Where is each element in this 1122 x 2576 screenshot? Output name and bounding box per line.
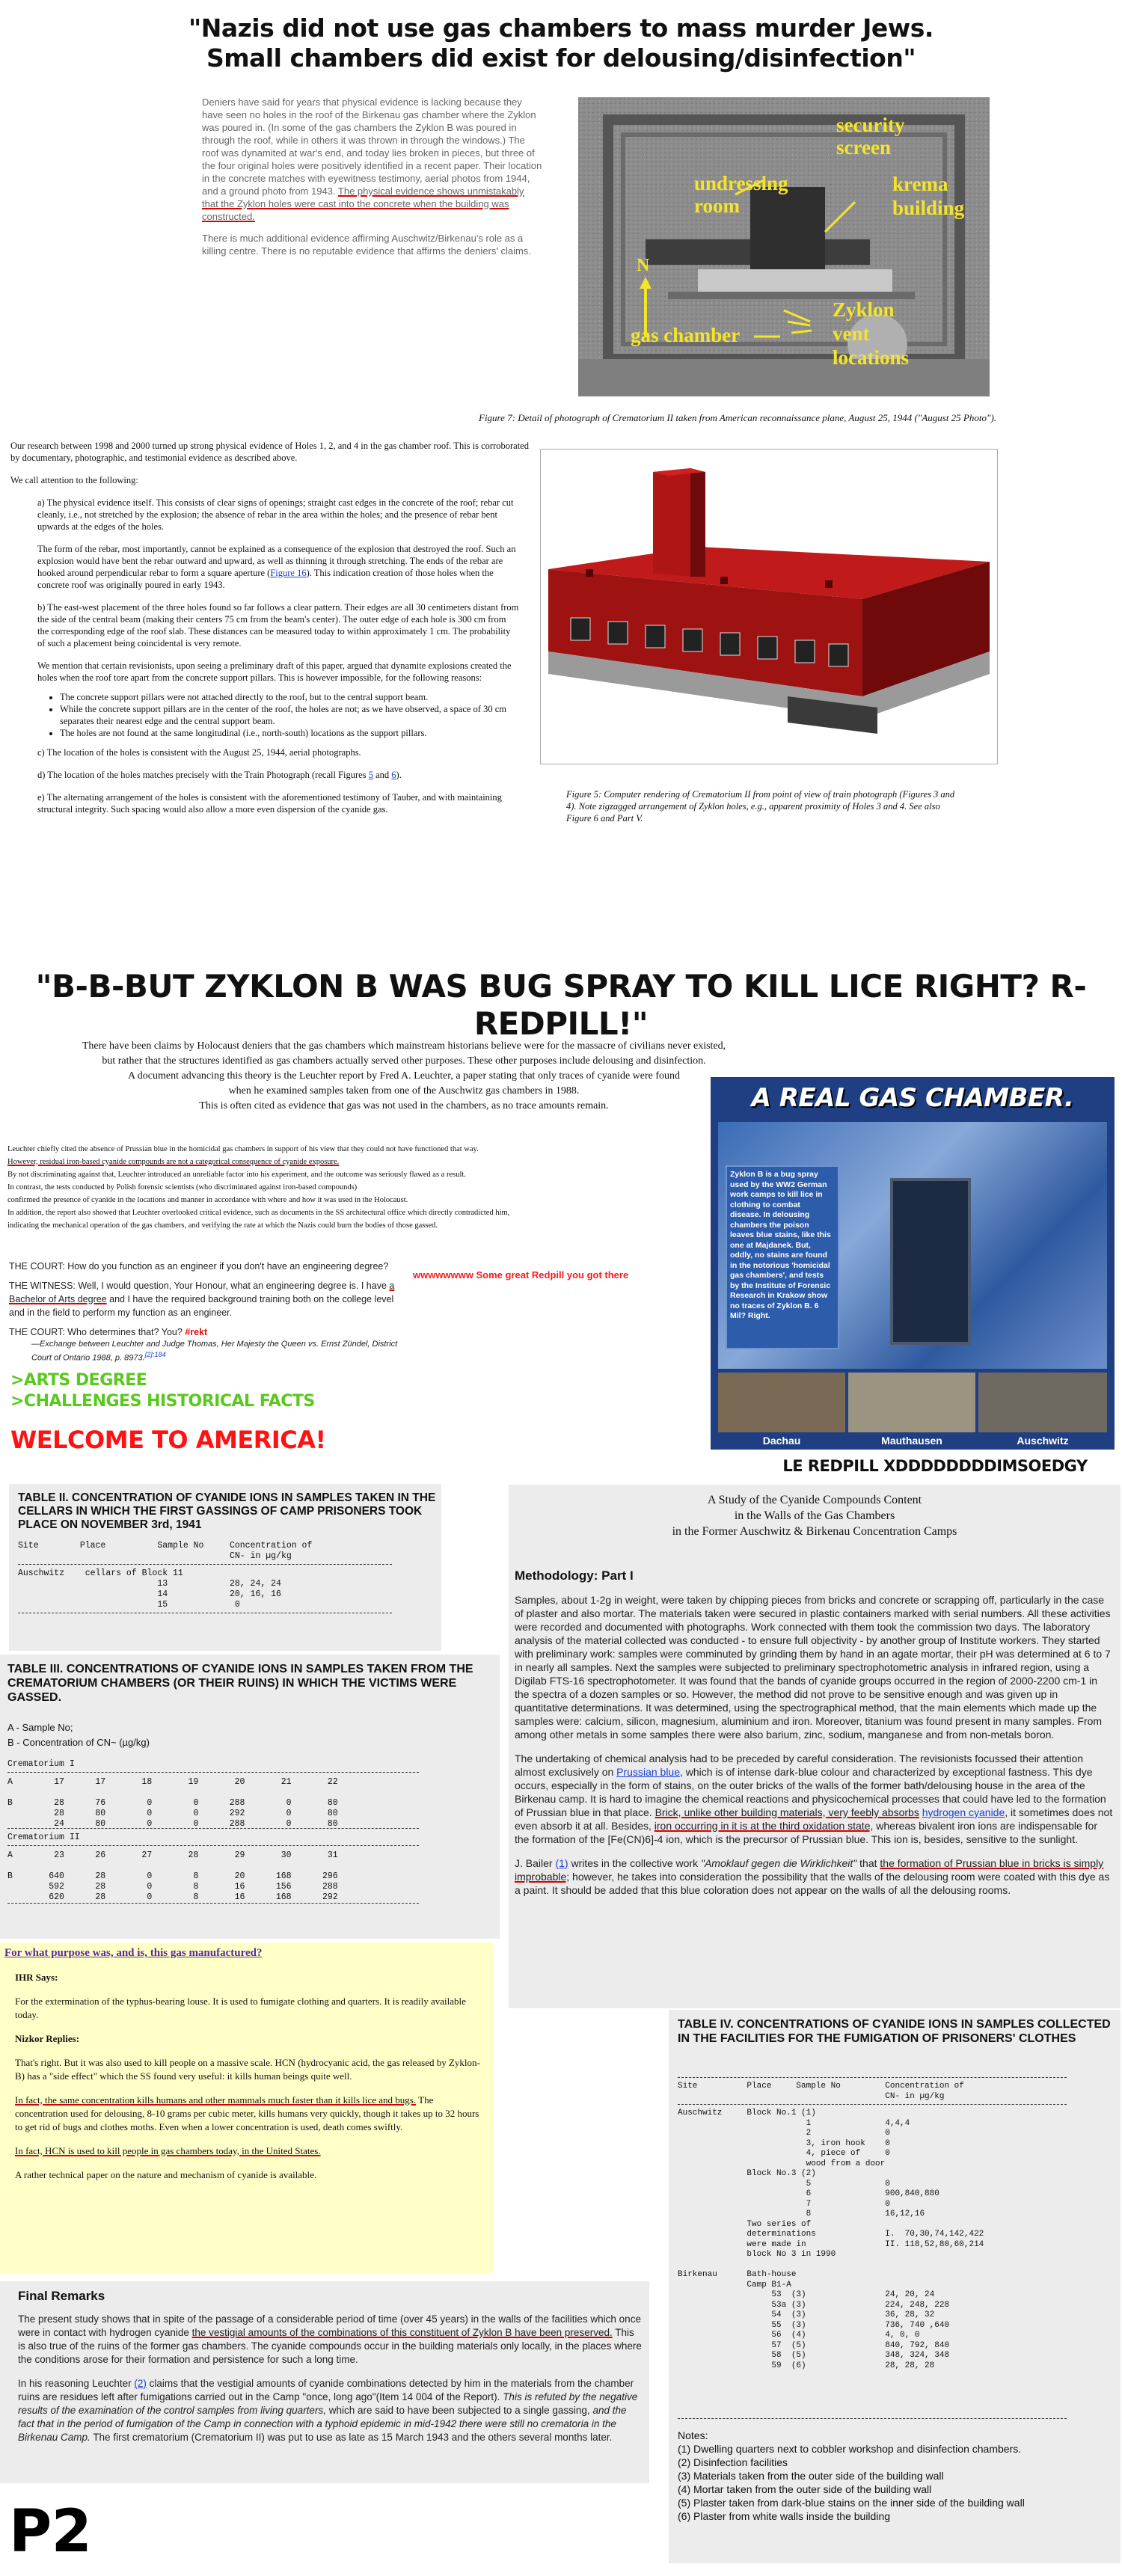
methodology-panel — [509, 1485, 1121, 2008]
aerial-label-zyklon: Zyklon — [833, 298, 895, 321]
table-2-header: Site Place Sample No Concentration of CN- in µg/kg — [18, 1541, 313, 1561]
study-title-l3: in the Former Auschwitz & Birkenau Concentration Camps — [672, 1525, 957, 1538]
research-d: d) The location of the holes matches precisely with the Train Photograph (recall Figures 5 and 6). — [37, 770, 402, 780]
research-form: The form of the rebar, most importantly, cannot be explained as a consequence of the explosion that destroyed the roof. Such an explosion would have bent the rebar outward and upward, as well as thinning it through stretching. The ends of the rebar are hooked around perpendicular rebar to form a square aperture (Figure 16). This indication creation of those holes when the concrete roof was originally poured in early 1943. — [37, 544, 516, 590]
research-bullets — [37, 691, 519, 739]
table-3-crem1-label: Crematorium I — [7, 1759, 75, 1769]
aerial-label-building: building — [892, 197, 965, 219]
nizkor-replies: Nizkor Replies: — [15, 2033, 80, 2044]
list-item: (5) Plaster taken from dark-blue stains on the inner side of the building wall — [678, 2497, 1025, 2509]
aerial-label-screen: screen — [836, 136, 891, 159]
table-3-crem2: A 23 26 27 28 29 30 31 B 640 28 0 8 20 168 296 592 28 0 8 16 156 288 620 28 0 8 16 168 292 — [7, 1850, 338, 1902]
table-3-crem1: A 17 17 18 19 20 21 22 B 28 76 0 0 288 0 80 28 80 0 0 292 0 80 24 80 0 0 288 0 80 — [7, 1777, 338, 1829]
top-headline-line2: Small chambers did exist for delousing/disinfection" — [206, 43, 916, 73]
nizkor-p4: A rather technical paper on the nature and mechanism of cyanide is available. — [15, 2169, 317, 2180]
purpose-panel — [0, 1942, 494, 2273]
table-3-legend-a: A - Sample No; — [7, 1722, 73, 1733]
nizkor-p1: That's right. But it was also used to kill people on a massive scale. HCN (hydrocyanic acid, the gas released by Zyklon-B) has a "side effect" which the SS found very useful: it kills human beings quite well. — [15, 2057, 480, 2082]
claims-l2: but rather that the structures identified as gas chambers actually served other purposes. These other purposes include delousing and disinfection. — [102, 1055, 706, 1067]
thumb-auschwitz-label: Auschwitz — [1017, 1435, 1069, 1447]
research-a: a) The physical evidence itself. This consists of clear signs of openings; straight cast edges in the concrete of the roof; rebar cut cleanly, i.e., not stretched by the explosion; the absence of rebar in the area within the holes; and the presence of rebar bent upwards at the edges of the holes. — [37, 497, 514, 532]
crematorium-render-graphic — [541, 450, 997, 764]
methodology-p1: Samples, about 1-2g in weight, were taken by chipping pieces from bricks and concrete or scrapping off, particularly in the case of plaster and also mortar. The materials taken were secured in plastic containers marked with serial numbers. All these activities were recorded and documented with photographs. Work connected with them took the commission two days. The laboratory analysis of the material collected was conducted - to ensure full objectivity - by another group of Institute workers. They started with preliminary work: samples were comminuted by grinding them by hand in an agate mortar, their pH was determined at 6 to 7 in nearly all samples. Next the samples were subjected to preliminary spectrophotometric analysis in infrared region, using a Digilab FTS-16 spectrophotometer. It was found that the bands of cyanide groups occurred in the region of 2000-2200 cm-1 in the spectra of a dozen samples or so. However, the method did not prove to be sensitive enough and was given up in quantitative determinations. It was determined, using the spectrographical method, that the main elements which made up the samples were: calcium, silicon, magnesium, aluminium and iron. Moreover, titanium was found present in many samples. From among other metals in some samples there were also barium, zinc, sodium, manganese and from non-metals boron. — [515, 1594, 1111, 1741]
research-p2: We call attention to the following: — [10, 475, 138, 485]
aerial-label-room: room — [694, 194, 740, 217]
hydrogen-cyanide-link[interactable]: hydrogen cyanide — [922, 1806, 1005, 1818]
final-p1: The present study shows that in spite of the passage of a considerable period of time (over 45 years) in the walls of the facilities which once were in contact with hydrogen cyanide the vestigial amounts of the combinations of this constituent of Zyklon B have been preserved. This is also true of the ruins of the former gas chambers. The cyanide compounds occur in the building materials only locally, in the places where the conditions arose for their formation and persistence for such a long time. — [18, 2313, 642, 2365]
ref-1-link[interactable]: (1) — [555, 1857, 568, 1869]
list-item: (4) Mortar taken from the outer side of the building wall — [678, 2483, 932, 2495]
table-2-rows: Auschwitz cellars of Block 11 13 28, 24, 24 14 20, 16, 16 15 0 — [18, 1568, 281, 1610]
poster-title: A REAL GAS CHAMBER. — [751, 1083, 1074, 1113]
render-caption: Figure 5: Computer rendering of Crematorium II from point of view of train photograph (Figures 3 and 4). Note zigzagged arrangement of Zyklon holes, e.g., apparent proximity of Holes 3 and 4. See also Figure 6 and Part V. — [566, 789, 955, 824]
table-4-title: TABLE IV. CONCENTRATIONS OF CYANIDE IONS IN SAMPLES COLLECTED IN THE FACILITIES FOR THE FUMIGATION OF PRISONERS' CLOTHES — [678, 2018, 1111, 2045]
court-exchange — [9, 1260, 405, 1364]
claims-l4: when he examined samples taken from one of the Auschwitz gas chambers in 1988. — [228, 1085, 580, 1097]
final-heading: Final Remarks — [18, 2289, 105, 2303]
poster-text: Zyklon B is a bug spray used by the WW2 German work camps to kill lice in clothing to combat disease. In delousing chambers the poison leaves blue stains, like this one at Majdanek. But, oddly, no stains are found in the notorious 'homicidal gas chambers', and tests by the Institute of Forensic Research in Krakow show no traces of Zyklon B. 6 Mil? Right. — [730, 1170, 831, 1320]
table-2-title: TABLE II. CONCENTRATION OF CYANIDE IONS IN SAMPLES TAKEN IN THE CELLARS IN WHICH THE FIRST GASSINGS OF CAMP PRISONERS TOOK PLACE ON NOVEMBER 3rd, 1941 — [18, 1491, 436, 1531]
research-section — [10, 440, 534, 815]
table-3-title: TABLE III. CONCENTRATIONS OF CYANIDE IONS IN SAMPLES TAKEN FROM THE CREMATORIUM CHAMBERS (OR THEIR RUINS) IN WHICH THE VICTIMS WERE GASSED. — [7, 1663, 473, 1704]
aerial-label-security: security — [836, 114, 905, 136]
aerial-photo — [578, 97, 990, 396]
court-q1: THE COURT: How do you function as an engineer if you don't have an engineering degree? — [9, 1261, 389, 1272]
leuchter-quote — [7, 1143, 703, 1232]
gas-chamber-poster — [711, 1077, 1115, 1450]
figure-16-link[interactable]: Figure 16 — [270, 568, 307, 578]
intro-p1-a: Deniers have said for years that physical evidence is lacking because they have seen no holes in the roof of the Birkenau gas chamber where the Zyklon was poured in. (In some of the gas chambers the Zyklon B was poured in through the roof, while in others it was thrown in through the windows.) The roof was dynamited at war's end, and today lies broken in pieces, but three of the four original holes were positively identified in a recent paper. Their location in the concrete matches with eyewitness testimony, aerial photos from 1944, and a ground photo from 1943. — [202, 96, 542, 197]
aerial-label-undressing: undressing — [694, 172, 788, 194]
green-text-2: >CHALLENGES HISTORICAL FACTS — [10, 1392, 315, 1411]
aerial-photo-caption: Figure 7: Detail of photograph of Crematorium II taken from American reconnaissance plane, August 25, 1944 ("August 25 Photo"). — [479, 412, 997, 423]
intro-p2: There is much additional evidence affirming Auschwitz/Birkenau's role as a killing centre. There is no reputable evidence that affirms the deniers' claims. — [202, 233, 531, 257]
aerial-label-gas-chamber: gas chamber — [631, 324, 741, 346]
study-title-l2: in the Walls of the Gas Chambers — [734, 1509, 895, 1522]
leuchter-l3: By not discriminating against that, Leuchter introduced an unreliable factor into his experiment, and the outcome was seriously flawed as a result. — [7, 1171, 466, 1179]
table-4-rows: Auschwitz Block No.1 (1) 1 4,4,4 2 0 3, iron hook 0 4, piece of 0 wood from a door Block No.3 (2) 5 0 6 900,840,880 7 0 8 16,12,16 Two series of determinations I. 70,30,74,142,422 were made in II. 118,52,80,60,214 block No 3 in 1990 Birkenau Bath-house Camp B1-A 53 (3) 24, 20, 24 53a (3) 224, 248, 228 54 (3) 36, 28, 32 55 (3) 736, 740 ,640 56 (4) 4, 0, 0 57 (5) 840, 792, 840 58 (5) 348, 324, 348 59 (6) 28, 28, 28 — [678, 2109, 984, 2370]
list-item: (2) Disinfection facilities — [678, 2456, 788, 2468]
table-3 — [0, 1655, 500, 1939]
aerial-label-krema: krema — [892, 173, 948, 195]
table-3-legend-b: B - Concentration of CN~ (µg/kg) — [7, 1737, 150, 1748]
leuchter-l5: confirmed the presence of cyanide in the locations and manner in accordance with where and how it was used in the Holocaust. — [7, 1196, 408, 1204]
crematorium-render — [540, 449, 998, 764]
research-mention: We mention that certain revisionists, upon seeing a preliminary draft of this paper, argued that dynamite explosions created the holes when the roof tore apart from the concrete support pillars. This is however impossible, for the following reasons: — [37, 660, 512, 683]
figure-5-link[interactable]: 5 — [368, 770, 373, 780]
list-item: • The concrete support pillars were not attached directly to the roof, but to the central support beam. — [60, 691, 519, 703]
nizkor-p3: In fact, HCN is used to kill people in gas chambers today, in the United States. — [15, 2145, 321, 2156]
leuchter-l6: In addition, the report also showed that Leuchter overlooked critical evidence, such as documents in the SS architectural office which directly contradicted him, — [7, 1209, 510, 1217]
welcome-text: WELCOME TO AMERICA! — [10, 1426, 326, 1454]
study-title-l1: A Study of the Cyanide Compounds Content — [707, 1494, 922, 1506]
figure-6-link[interactable]: 6 — [391, 770, 396, 780]
ref-2-link[interactable]: (2) — [134, 2378, 147, 2389]
list-item: (3) Materials taken from the outer side of the building wall — [678, 2470, 944, 2482]
list-item: (6) Plaster from white walls inside the building — [678, 2510, 891, 2522]
thumb-dachau-label: Dachau — [762, 1435, 801, 1447]
research-b: b) The east-west placement of the three holes found so far follows a clear pattern. Their edges are all 30 centimeters distant from the side of the central beam (making their centers 75 cm from the beam's center). The outer edge of each hole is 300 cm from the corresponding edge of the roof slab. These distances can be measured today to within approximately 1 cm. The probability of such a placement being coincidental is very remote. — [37, 602, 519, 648]
thumb-mauthausen-label: Mauthausen — [881, 1435, 942, 1447]
final-p2: In his reasoning Leuchter (2) claims that the vestigial amounts of cyanide combinations detected by him in the materials from the chamber ruins are residues left after fumigations carried out in the Camp "once, long ago"(Item 14 004 of the Report). This is refuted by the negative results of the examination of the control samples from living quarters, which are said to have been subjected to a single gassing, and the fact that in the period of fumigation of the Camp in connection with a typhoid epidemic in mid-1942 there were still no crematoria in the Birkenau Camp. The first crematorium (Crematorium II) was put to use as late as 15 March 1943 and the others several months later. — [18, 2378, 638, 2443]
leuchter-l4: In contrast, the tests conducted by Polish forensic scientists (who discriminated against iron-based compounds) — [7, 1183, 358, 1192]
leuchter-l1: Leuchter chiefly cited the absence of Prussian blue in the homicidal gas chambers in support of his view that they could not have functioned that way. — [7, 1145, 479, 1153]
court-a1: THE WITNESS: Well, I would question, Your Honour, what an engineering degree is. I have a Bachelor of Arts degree and I have the required background training both on the college level and in the field to perform my function as an engineer. — [9, 1281, 395, 1318]
leuchter-l7: indicating the mechanical operation of the gas chambers, and verifying the rate at which the Nazis could burn the bodies of those gassed. — [7, 1221, 438, 1230]
research-e: e) The alternating arrangement of the holes is consistent with the aforementioned testimony of Tauber, and with maintaining structural integrity. Such spacing would also allow a more even dispersion of the cyanide gas. — [37, 792, 502, 815]
top-headline — [0, 13, 1122, 73]
page-label: P2 — [9, 2498, 92, 2566]
big-headline: "B-B-BUT ZYKLON B WAS BUG SPRAY TO KILL LICE RIGHT? R-REDPILL!" — [35, 968, 1087, 1042]
table-4-header: Site Place Sample No Concentration of CN- in µg/kg — [678, 2082, 964, 2101]
top-headline-line1: "Nazis did not use gas chambers to mass murder Jews. — [188, 13, 934, 43]
redpill-comment: wwwwwwww Some great Redpill you got there — [413, 1269, 629, 1281]
claims-text — [15, 1039, 793, 1114]
purpose-question: For what purpose was, and is, this gas manufactured? — [4, 1947, 263, 1959]
ihr-says: IHR Says: — [15, 1972, 58, 1983]
list-item: (1) Dwelling quarters next to cobbler workshop and disinfection chambers. — [678, 2443, 1022, 2455]
nizkor-p2: In fact, the same concentration kills humans and other mammals much faster than it kills lice and bugs. The concentration used for delousing, 8-10 grams per cubic meter, kills humans very quickly, though it takes up to 32 hours to get rid of bugs and clothes moths. Even when a lower concentration is used, death comes swiftly. — [15, 2094, 479, 2132]
methodology-p3: J. Bailer (1) writes in the collective work "Amoklauf gegen die Wirklichkeit" that the formation of Prussian blue in bricks is simply improbable; however, he takes into consideration the possibility that the walls of the delousing room were coated with this dye as a paint. It should be added that this blue coloration does not appear on the walls of all the delousing rooms. — [515, 1857, 1110, 1896]
aerial-label-vent: vent — [833, 322, 870, 345]
claims-l5: This is often cited as evidence that gas was not used in the chambers, as no trace amounts remain. — [199, 1100, 609, 1111]
aerial-label-north: N — [637, 256, 650, 275]
aerial-photo-graphic — [578, 97, 990, 396]
rekt-tag: #rekt — [185, 1327, 208, 1337]
court-q2: THE COURT: Who determines that? You? #rekt — [9, 1327, 208, 1337]
claims-l1: There have been claims by Holocaust deniers that the gas chambers which mainstream historians believe were for the massacre of civilians never existed, — [82, 1040, 726, 1052]
leuchter-l2: However, residual iron-based cyanide compounds are not a categorical consequence of cyanide exposure. — [7, 1158, 340, 1166]
list-item: • The holes are not found at the same longitudinal (i.e., north-south) locations as the support pillars. — [60, 727, 519, 739]
green-text-1: >ARTS DEGREE — [10, 1371, 147, 1390]
le-redpill-text: LE REDPILL XDDDDDDDDIMSOEDGY — [782, 1457, 1088, 1475]
list-item: • While the concrete support pillars are in the center of the roof, the holes are not; as we have observed, a space of 30 cm separates their nearest edge and the central support beam. — [60, 703, 519, 727]
table-4 — [669, 2010, 1121, 2563]
final-remarks — [0, 2281, 649, 2483]
methodology-p2: The undertaking of chemical analysis had to be preceded by careful consideration. The revisionists focussed their attention almost exclusively on Prussian blue, which is of intense dark-blue colour and characterized by exceptional fastness. This dye occurs, especially in the form of stains, on the outer bricks of the walls of the former bath/delousing house in the area of the Birkenau camp. It is hard to imagine the chemical reactions and physicochemical processes that could have led to the formation of Prussian blue in that place. Brick, unlike other building materials, very feebly absorbs hydrogen cyanide, it sometimes does not even absorb it at all. Besides, iron occurring in it is at the third oxidation state, whereas bivalent iron ions are indispensable for the formation of the [Fe(CN)6]-4 ion, which is the precursor of Prussian blue. This ion is, besides, sensitive to the sunlight. — [515, 1752, 1113, 1845]
intro-text — [202, 96, 542, 257]
ihr-text: For the extermination of the typhus-bearing louse. It is used to fumigate clothing and quarters. It is readily available today. — [15, 1996, 466, 2020]
research-p1: Our research between 1998 and 2000 turned up strong physical evidence of Holes 1, 2, and 4 in the gas chamber roof. This is corroborated by documentary, photographic, and testimonial evidence as described above. — [10, 441, 529, 463]
table-4-notes-label: Notes: — [678, 2429, 708, 2441]
aerial-label-locations: locations — [833, 346, 910, 369]
court-citation: —Exchange between Leuchter and Judge Thomas, Her Majesty the Queen vs. Ernst Zündel, District Court of Ontario 1988, p. 8973.$^{[2]:184}$ — [31, 1340, 398, 1363]
intro-p1-b: The physical evidence shows unmistakably that the Zyklon holes were cast into the concrete when the building was constructed. — [202, 185, 524, 222]
methodology-heading: Methodology: Part I — [515, 1568, 634, 1583]
table-2 — [9, 1484, 441, 1651]
table-3-crem2-label: Crematorium II — [7, 1833, 80, 1842]
research-c: c) The location of the holes is consistent with the August 25, 1944, aerial photographs. — [37, 747, 361, 758]
claims-l3: A document advancing this theory is the Leuchter report by Fred A. Leuchter, a paper stating that only traces of cyanide were found — [127, 1070, 681, 1082]
prussian-blue-link[interactable]: Prussian blue — [616, 1766, 680, 1778]
